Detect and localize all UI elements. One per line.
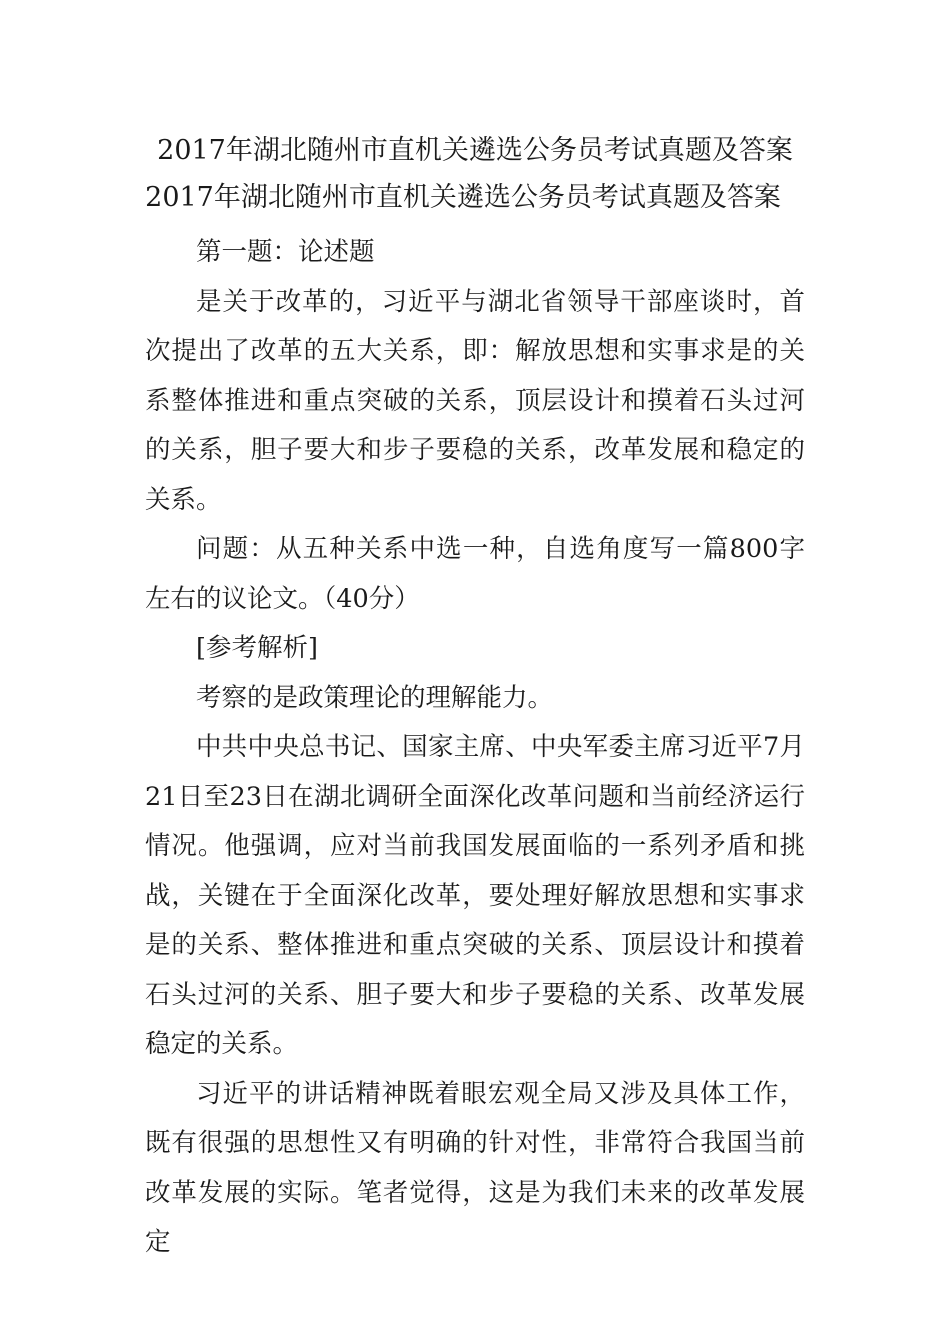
question-background-paragraph: 是关于改革的，习近平与湖北省领导干部座谈时，首次提出了改革的五大关系，即：解放思想和实事求是的关系整体推进和重点突破的关系，顶层设计和摸着石头过河的关系，胆子要大和步子要稳的关系，改革发展和稳定的关系。 [145,286,805,515]
question-paragraph: 问题：从五种关系中选一种，自选角度写一篇800字左右的议论文。（40分） [145,534,805,614]
section-heading: 第一题：论述题 [196,237,375,267]
analysis-paragraph: 考察的是政策理论的理解能力。 [196,682,554,713]
analysis-paragraph: 习近平的讲话精神既着眼宏观全局又涉及具体工作，既有很强的思想性又有明确的针对性，非常符合我国当前改革发展的实际。笔者觉得，这是为我们未来的改革发展定 [145,1078,805,1257]
document-subtitle: 2017年湖北随州市直机关遴选公务员考试真题及答案 [145,182,781,213]
document-title: 2017年湖北随州市直机关遴选公务员考试真题及答案 [157,135,793,166]
reference-analysis-heading: [参考解析] [196,633,318,663]
analysis-paragraph: 中共中央总书记、国家主席、中央军委主席习近平7月21日至23日在湖北调研全面深化改革问题和当前经济运行情况。他强调，应对当前我国发展面临的一系列矛盾和挑战，关键在于全面深化改革，要处理好解放思想和实事求是的关系、整体推进和重点突破的关系、顶层设计和摸着石头过河的关系、胆子要大和步子要稳的关系、改革发展稳定的关系。 [145,732,805,1059]
document-body [145,228,805,1268]
